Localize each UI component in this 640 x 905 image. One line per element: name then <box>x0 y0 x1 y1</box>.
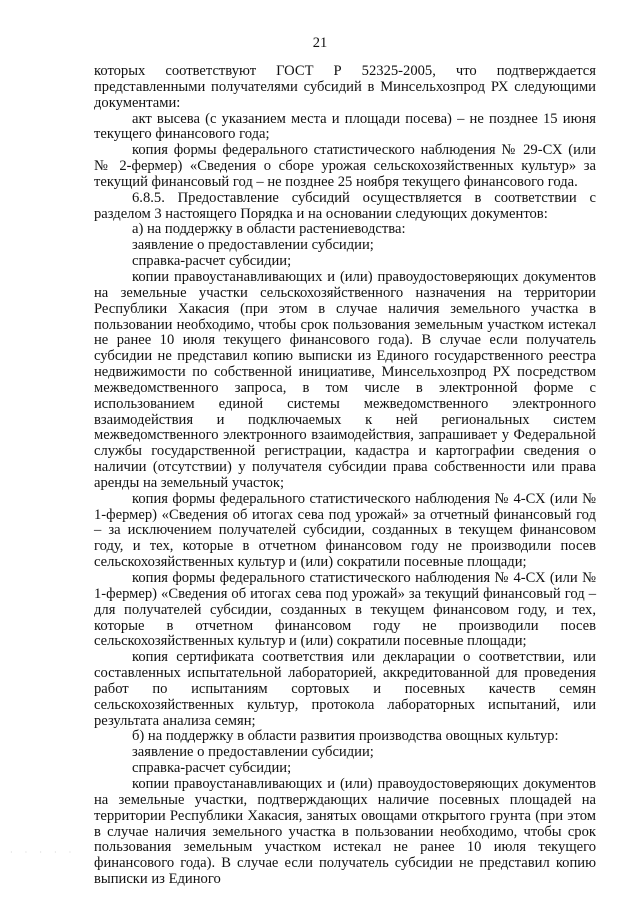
document-paragraph: копии правоустанавливающих и (или) правоудостоверяющих документов на земельные участки, подтверждающих наличие посевных площадей на территории Республики Хакасия, занятых овощами открытого грунта (при этом в случае наличия земельного участка в пользовании необходимо, чтобы срок пользования земельным участком истекал не ранее 10 июля текущего финансового года). В случае если получатель субсидии не представил копию выписки из Единого <box>94 775 596 888</box>
document-paragraph: справка-расчет субсидии; <box>132 253 292 270</box>
document-paragraph: копия формы федерального статистического наблюдения № 29-СХ (или № 2-фермер) «Сведения о сборе урожая сельскохозяйственных культур» за текущий финансовый год – не позднее 25 ноября текущего финансового года. <box>94 142 596 190</box>
document-paragraph: 6.8.5. Предоставление субсидий осуществляется в соответствии с разделом 3 настоящего Порядка и на основании следующих документов: <box>94 189 596 222</box>
margin-marks: · · · · · <box>10 848 77 857</box>
document-paragraph: копия формы федерального статистического наблюдения № 4-СХ (или № 1-фермер) «Сведения об итогах сева под урожай» за текущий финансовый год – для получателей субсидии, созданных в текущем финансовом году, и тех, которые в отчетном финансовом году не производили посев сельскохозяйственных культур и (или) сократили посевные площади; <box>94 570 596 650</box>
document-paragraph: заявление о предоставлении субсидии; <box>132 744 374 761</box>
document-paragraph: копия сертификата соответствия или декларации о соответствии, или составленных испытательной лабораторией, аккредитованной для проведения работ по испытаниям сортовых и посевных качеств семян сельскохозяйственных культур, протокола лабораторных испытаний, или результата анализа семян; <box>94 649 596 729</box>
document-paragraph: копии правоустанавливающих и (или) правоудостоверяющих документов на земельные участки сельскохозяйственного назначения на территории Республики Хакасия (при этом в случае наличия земельного участка в пользовании необходимо, чтобы срок пользования земельным участком истекал не ранее 10 июля текущего финансового года). В случае если получатель субсидии не представил копию выписки из Единого государственного реестра недвижимости по собственной инициативе, Минсельхозпрод РХ посредством межведомственного запроса, в том числе в электронной форме с использованием единой системы межведомственного электронного взаимодействия и подключаемых к ней региональных систем межведомственного электронного взаимодействия, запрашивает у Федеральной службы государственной регистрации, кадастра и картографии сведения о наличии (отсутствии) у получателя субсидии права собственности или права аренды на земельный участок; <box>94 268 596 491</box>
document-paragraph: а) на поддержку в области растениеводства: <box>132 221 406 238</box>
document-paragraph: заявление о предоставлении субсидии; <box>132 237 374 254</box>
document-paragraph: акт высева (с указанием места и площади посева) – не позднее 15 июня текущего финансового года; <box>94 110 596 143</box>
document-paragraph: копия формы федерального статистического наблюдения № 4-СХ (или № 1-фермер) «Сведения об итогах сева под урожай» за отчетный финансовый год – за исключением получателей субсидии, созданных в текущем финансовом году, и тех, которые в отчетном финансовом году не производили посев сельскохозяйственных культур и (или) сократили посевные площади; <box>94 490 596 571</box>
document-paragraph: которых соответствуют ГОСТ Р 52325-2005, что подтверждается представленными получателями субсидий в Минсельхозпрод РХ следующими документами: <box>94 63 596 111</box>
document-paragraph: б) на поддержку в области развития производства овощных культур: <box>132 728 559 745</box>
document-paragraph: справка-расчет субсидии; <box>132 760 292 777</box>
page-number: 21 <box>312 35 328 51</box>
document-body <box>94 64 596 888</box>
